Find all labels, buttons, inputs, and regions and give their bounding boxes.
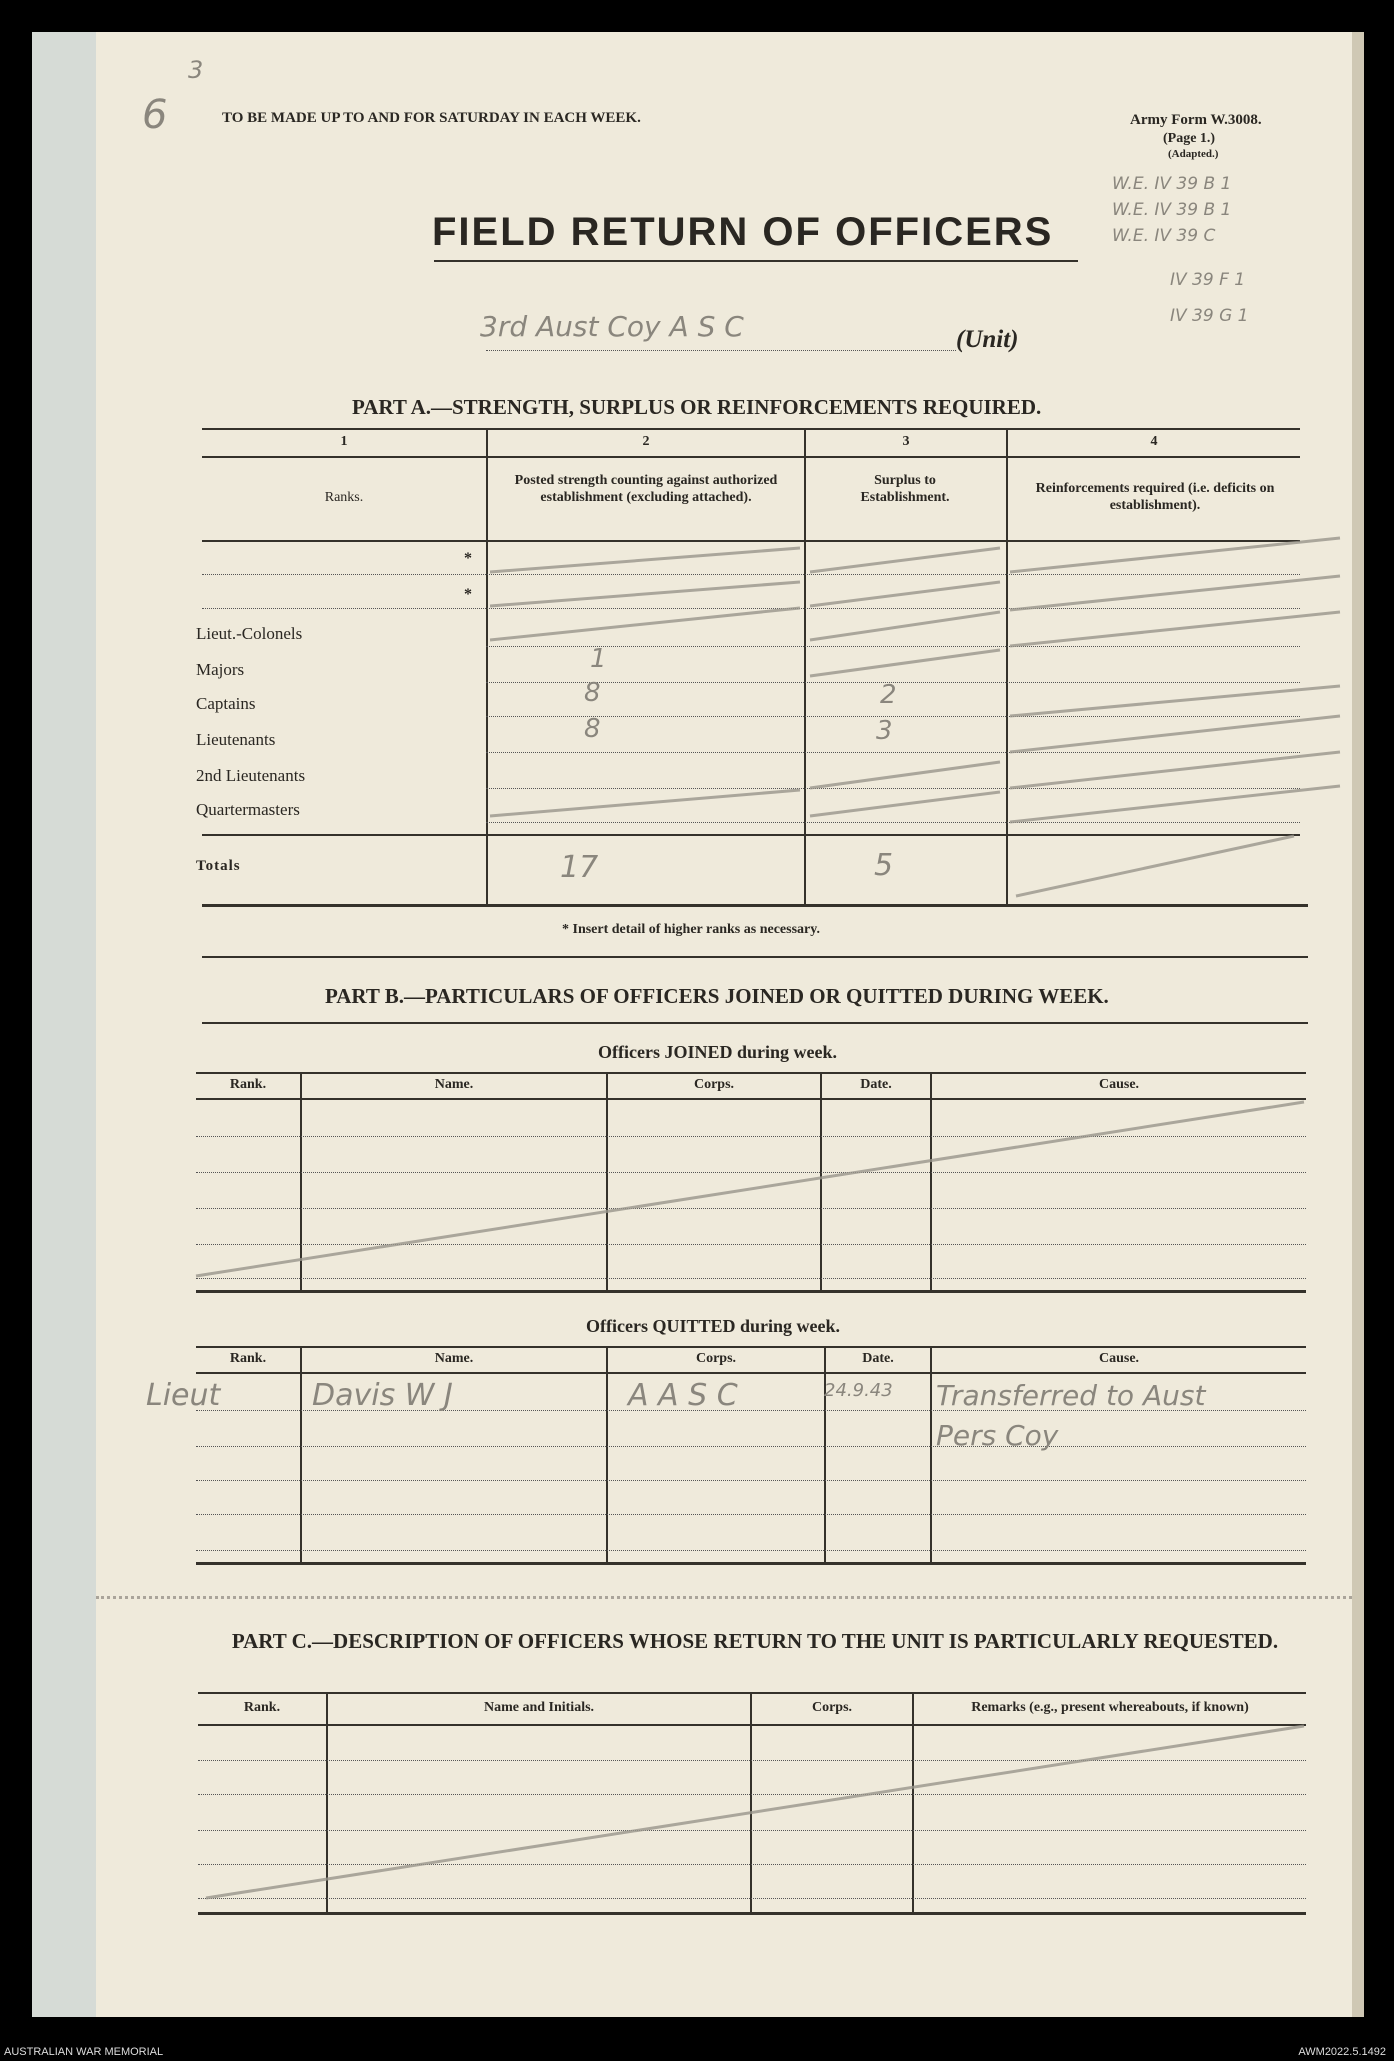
col-date: Date. bbox=[860, 1077, 892, 1092]
col-remarks: Remarks (e.g., present whereabouts, if known) bbox=[971, 1700, 1249, 1715]
col-name: Name. bbox=[434, 1351, 474, 1366]
col-corps: Corps. bbox=[811, 1700, 853, 1715]
col-number: 2 bbox=[642, 434, 650, 449]
col-number: 1 bbox=[340, 434, 348, 449]
star-marker: * bbox=[464, 550, 472, 567]
joined-title: Officers JOINED during week. bbox=[598, 1042, 837, 1062]
quitted-title: Officers QUITTED during week. bbox=[586, 1316, 840, 1336]
form-title: FIELD RETURN OF OFFICERS bbox=[432, 210, 1054, 254]
rank-label: 2nd Lieutenants bbox=[196, 766, 306, 785]
col-rank: Rank. bbox=[229, 1351, 267, 1366]
posted-value: 8 bbox=[584, 678, 601, 708]
unit-value: 3rd Aust Coy A S C bbox=[480, 310, 744, 343]
col-rank: Rank. bbox=[243, 1700, 281, 1715]
instruction-text: TO BE MADE UP TO AND FOR SATURDAY IN EACH WEEK. bbox=[222, 110, 641, 126]
totals-surplus: 5 bbox=[874, 848, 894, 883]
star-marker: * bbox=[464, 586, 472, 603]
page-number: (Page 1.) bbox=[1163, 131, 1216, 146]
margin-note: IV 39 F 1 bbox=[1170, 270, 1246, 290]
totals-label: Totals bbox=[196, 858, 241, 874]
col-number: 4 bbox=[1150, 434, 1158, 449]
unit-label: (Unit) bbox=[956, 326, 1019, 353]
folio-sub-number: 3 bbox=[188, 56, 204, 84]
form-number: Army Form W.3008. bbox=[1130, 112, 1262, 128]
margin-note: W.E. IV 39 B 1 bbox=[1112, 200, 1232, 220]
col-header-ranks: Ranks. bbox=[324, 490, 364, 505]
part-a-heading: PART A.—STRENGTH, SURPLUS OR REINFORCEMENTS REQUIRED. bbox=[352, 395, 1042, 419]
rank-label: Lieut.-Colonels bbox=[196, 624, 303, 643]
footer-accession: AWM2022.5.1492 bbox=[1298, 2046, 1386, 2058]
col-name-initials: Name and Initials. bbox=[483, 1700, 595, 1715]
col-corps: Corps. bbox=[695, 1351, 737, 1366]
footnote: * Insert detail of higher ranks as necessary. bbox=[562, 922, 820, 937]
adapted-label: (Adapted.) bbox=[1168, 148, 1219, 160]
part-c-heading: PART C.—DESCRIPTION OF OFFICERS WHOSE RETURN TO THE UNIT IS PARTICULARLY REQUESTED. bbox=[231, 1629, 1279, 1653]
quitted-rank: Lieut bbox=[146, 1378, 221, 1413]
folio-number: 6 bbox=[142, 92, 168, 138]
col-header-surplus: Surplus to Establishment. bbox=[860, 473, 950, 505]
margin-note: W.E. IV 39 C bbox=[1112, 226, 1216, 246]
col-number: 3 bbox=[902, 434, 910, 449]
quitted-cause: Transferred to Aust Pers Coy bbox=[936, 1379, 1206, 1452]
margin-note: IV 39 G 1 bbox=[1170, 306, 1249, 326]
surplus-value: 3 bbox=[876, 716, 893, 746]
col-corps: Corps. bbox=[693, 1077, 735, 1092]
col-name: Name. bbox=[434, 1077, 474, 1092]
rank-label: Captains bbox=[196, 694, 256, 713]
rank-label: Quartermasters bbox=[196, 800, 300, 819]
col-cause: Cause. bbox=[1098, 1077, 1140, 1092]
col-header-posted: Posted strength counting against authorized establishment (excluding attached). bbox=[514, 473, 778, 505]
col-header-reinforcements: Reinforcements required (i.e. deficits on establishment). bbox=[1035, 481, 1275, 513]
posted-value: 8 bbox=[584, 714, 601, 744]
quitted-date: 24.9.43 bbox=[824, 1380, 893, 1401]
posted-value: 1 bbox=[590, 644, 607, 674]
footer-credit: AUSTRALIAN WAR MEMORIAL bbox=[4, 2046, 164, 2058]
rank-label: Lieutenants bbox=[196, 730, 276, 749]
quitted-name: Davis W J bbox=[312, 1378, 453, 1413]
col-cause: Cause. bbox=[1098, 1351, 1140, 1366]
col-rank: Rank. bbox=[229, 1077, 267, 1092]
col-date: Date. bbox=[862, 1351, 894, 1366]
rank-label: Majors bbox=[196, 660, 245, 679]
totals-posted: 17 bbox=[560, 850, 599, 885]
part-b-heading: PART B.—PARTICULARS OF OFFICERS JOINED OR QUITTED DURING WEEK. bbox=[325, 984, 1109, 1008]
margin-note: W.E. IV 39 B 1 bbox=[1112, 174, 1232, 194]
quitted-corps: A A S C bbox=[628, 1378, 738, 1413]
surplus-value: 2 bbox=[880, 680, 897, 710]
